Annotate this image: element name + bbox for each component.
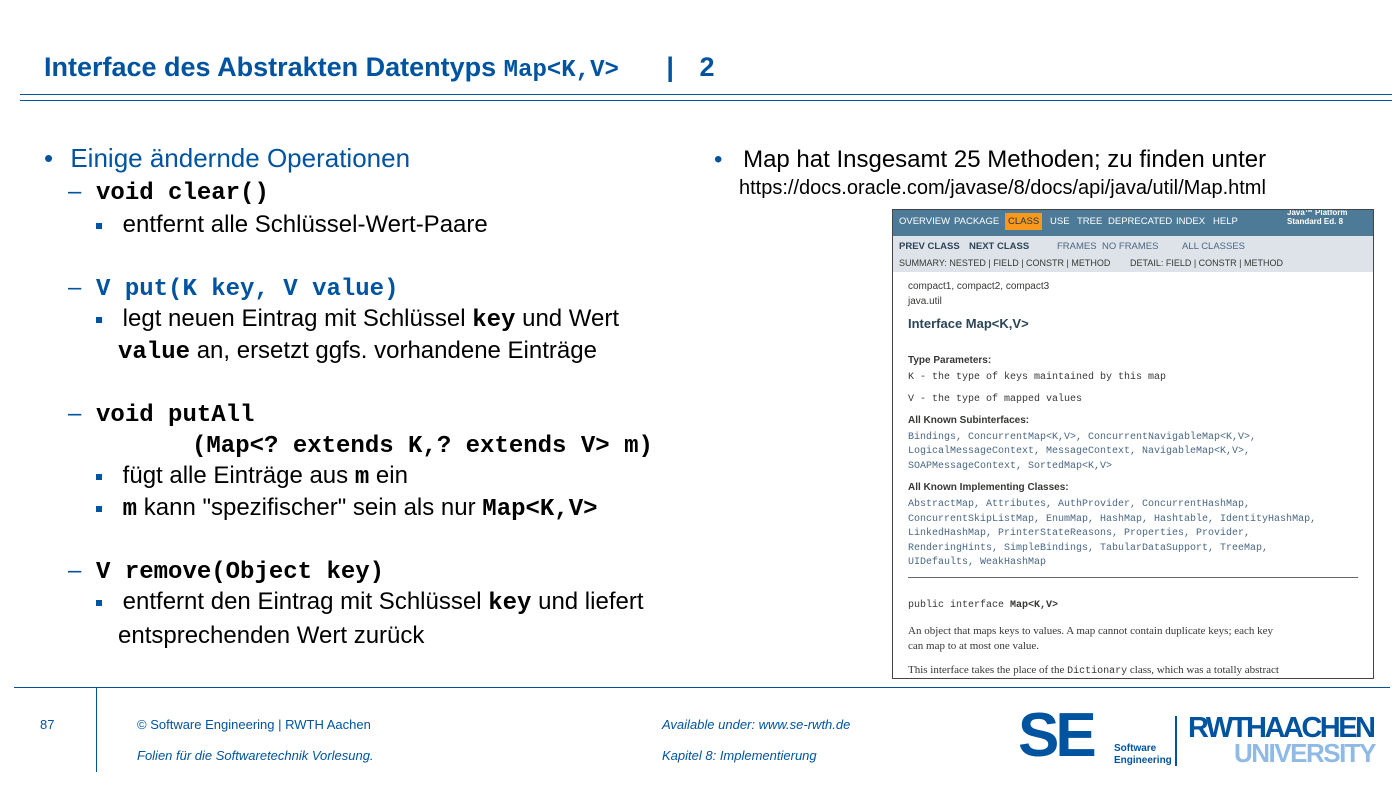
op-clear: – void clear() <box>68 178 269 207</box>
doc-implementing-line2[interactable]: ConcurrentSkipListMap, EnumMap, HashMap, Hashtable, IdentityHashMap, <box>908 514 1317 525</box>
op-putall-signature-b-line <box>192 430 653 462</box>
doc-package: java.util <box>908 296 942 307</box>
right-bullet: • Map hat Insgesamt 25 Methoden; zu finden unter <box>714 146 1267 173</box>
javadoc-nav-bar <box>893 210 1373 236</box>
doc-implementing-line4[interactable]: RenderingHints, SimpleBindings, TabularDataSupport, TreeMap, <box>908 543 1269 554</box>
doc-type-params-head: Type Parameters: <box>908 355 992 366</box>
se-logo: SE <box>1018 701 1093 770</box>
op-remove-desc-a: entfernt den Eintrag mit Schlüssel <box>122 588 482 615</box>
doc-implementing-line1[interactable]: AbstractMap, Attributes, AuthProvider, ConcurrentHashMap, <box>908 499 1251 510</box>
javadoc-subnav <box>893 236 1373 272</box>
header-rule-bottom <box>20 100 1392 101</box>
op-put-desc-line1 <box>96 304 619 336</box>
nav-index[interactable]: INDEX <box>1176 216 1206 227</box>
op-putall-desc1 <box>96 461 408 493</box>
op-putall-desc2-b: kann "spezifischer" sein als nur <box>143 494 476 521</box>
op-putall-desc1-b: ein <box>375 462 408 489</box>
platform-label: Java™ Platform Standard Ed. 8 <box>1287 209 1348 226</box>
rwth-logo: RWTHAACHEN <box>1188 712 1374 744</box>
nav-class[interactable]: CLASS <box>1005 213 1042 230</box>
nav-deprecated[interactable]: DEPRECATED <box>1108 216 1173 227</box>
nav-package[interactable]: PACKAGE <box>954 216 1000 227</box>
op-remove-desc-b: und liefert <box>538 588 644 615</box>
doc-para2-line1 <box>908 664 1279 677</box>
javadoc-url[interactable]: https://docs.oracle.com/javase/8/docs/api/java/util/Map.html <box>739 177 1266 199</box>
se-logo-sub2: Engineering <box>1114 755 1172 766</box>
op-putall-desc1-a: fügt alle Einträge aus <box>122 462 349 489</box>
title-page-number: 2 <box>699 52 715 82</box>
op-remove-desc-c: entsprechenden Wert zurück <box>118 622 425 649</box>
doc-para1-line1: An object that maps keys to values. A map cannot contain duplicate keys; each key <box>908 625 1274 637</box>
op-put-desc-line2 <box>118 336 597 368</box>
op-put-desc-a: legt neuen Eintrag mit Schlüssel <box>122 305 466 332</box>
doc-type-param-v: V - the type of mapped values <box>908 394 1083 405</box>
doc-para2-b: class, which was a totally abstract <box>1129 664 1279 676</box>
op-clear-desc-text: entfernt alle Schlüssel-Wert-Paare <box>122 211 488 238</box>
next-class-link[interactable]: NEXT CLASS <box>969 241 1030 252</box>
doc-para2-code[interactable]: Dictionary <box>1067 666 1128 677</box>
doc-profiles: compact1, compact2, compact3 <box>908 281 1050 292</box>
nav-tree[interactable]: TREE <box>1077 216 1103 227</box>
footer-page-number: 87 <box>40 717 55 732</box>
op-putall-desc2-code: m <box>122 496 138 523</box>
rwth-university: UNIVERSITY <box>1234 738 1376 768</box>
frames-link[interactable]: FRAMES <box>1057 241 1097 252</box>
prev-class-link[interactable]: PREV CLASS <box>899 241 960 252</box>
op-put-desc-c: an, ersetzt ggfs. vorhandene Einträge <box>196 337 597 364</box>
op-remove-desc-code: key <box>488 590 532 617</box>
logo-divider <box>1175 716 1177 766</box>
doc-type-param-k: K - the type of keys maintained by this map <box>908 372 1167 383</box>
op-putall: – void putAll <box>68 400 255 429</box>
doc-interface-title: Interface Map<K,V> <box>908 316 1029 331</box>
doc-subinterfaces-line3[interactable]: SOAPMessageContext, SortedMap<K,V> <box>908 461 1113 472</box>
nav-use[interactable]: USE <box>1050 216 1070 227</box>
doc-implementing-line3[interactable]: LinkedHashMap, PrinterStateReasons, Properties, Provider, <box>908 528 1251 539</box>
op-putall-desc1-code: m <box>354 464 370 491</box>
doc-implementing-line5[interactable]: UIDefaults, WeakHashMap <box>908 557 1047 568</box>
nav-overview[interactable]: OVERVIEW <box>899 216 951 227</box>
title-separator: | <box>666 52 674 82</box>
doc-para2-a: This interface takes the place of the <box>908 664 1065 676</box>
nav-help[interactable]: HELP <box>1213 216 1238 227</box>
title-text: Interface des Abstrakten Datentyps <box>44 52 497 82</box>
op-put-desc-b: und Wert <box>522 305 620 332</box>
footer-copyright: © Software Engineering | RWTH Aachen <box>137 717 371 732</box>
doc-subinterfaces-line1[interactable]: Bindings, ConcurrentMap<K,V>, ConcurrentNavigableMap<K,V>, <box>908 432 1257 443</box>
op-put-desc-code1: key <box>472 307 516 334</box>
op-putall-signature-b: (Map<? extends K,? extends V> m) <box>192 433 653 460</box>
doc-divider <box>908 577 1358 578</box>
doc-declaration-b: Map<K,V> <box>1010 600 1059 611</box>
op-put-signature: V put(K key, V value) <box>96 276 399 303</box>
op-putall-signature-a: void putAll <box>96 402 255 429</box>
op-remove-desc-line2 <box>118 621 424 651</box>
title-code: Map<K,V> <box>503 57 619 84</box>
op-putall-desc2 <box>96 493 598 525</box>
no-frames-link[interactable]: NO FRAMES <box>1102 241 1159 252</box>
op-putall-desc2-code2: Map<K,V> <box>482 496 598 523</box>
op-clear-signature: void clear() <box>96 180 269 207</box>
op-remove: – V remove(Object key) <box>68 557 385 586</box>
op-remove-signature: V remove(Object key) <box>96 559 385 586</box>
footer-kapitel: Kapitel 8: Implementierung <box>662 748 817 763</box>
doc-subinterfaces-line2[interactable]: LogicalMessageContext, MessageContext, NavigableMap<K,V>, <box>908 446 1251 457</box>
op-put: – V put(K key, V value) <box>68 274 399 303</box>
doc-declaration <box>908 600 1058 611</box>
op-put-desc-code2: value <box>118 339 191 366</box>
javadoc-panel <box>892 209 1374 679</box>
page-title <box>44 52 715 84</box>
footer-vertical-rule <box>96 687 97 772</box>
all-classes-link[interactable]: ALL CLASSES <box>1182 241 1246 252</box>
doc-para1-line2: can map to at most one value. <box>908 640 1040 652</box>
footer-folien: Folien für die Softwaretechnik Vorlesung. <box>137 748 374 763</box>
se-logo-sub1: Software <box>1114 743 1157 754</box>
heading-bullet: • Einige ändernde Operationen <box>44 143 411 173</box>
doc-declaration-a: public interface <box>908 600 1005 611</box>
left-heading: Einige ändernde Operationen <box>70 143 411 173</box>
right-bullet-text: Map hat Insgesamt 25 Methoden; zu finden unter <box>743 146 1267 173</box>
header-rule-top <box>20 94 1392 95</box>
footer-available[interactable]: Available under: www.se-rwth.de <box>662 717 851 732</box>
doc-subinterfaces-head: All Known Subinterfaces: <box>908 415 1030 426</box>
detail-links[interactable]: DETAIL: FIELD | CONSTR | METHOD <box>1130 258 1284 268</box>
footer-rule <box>14 687 1390 688</box>
doc-implementing-head: All Known Implementing Classes: <box>908 482 1069 493</box>
op-remove-desc-line1 <box>96 587 644 619</box>
op-clear-desc <box>96 210 488 240</box>
summary-links[interactable]: SUMMARY: NESTED | FIELD | CONSTR | METHOD <box>899 258 1111 268</box>
